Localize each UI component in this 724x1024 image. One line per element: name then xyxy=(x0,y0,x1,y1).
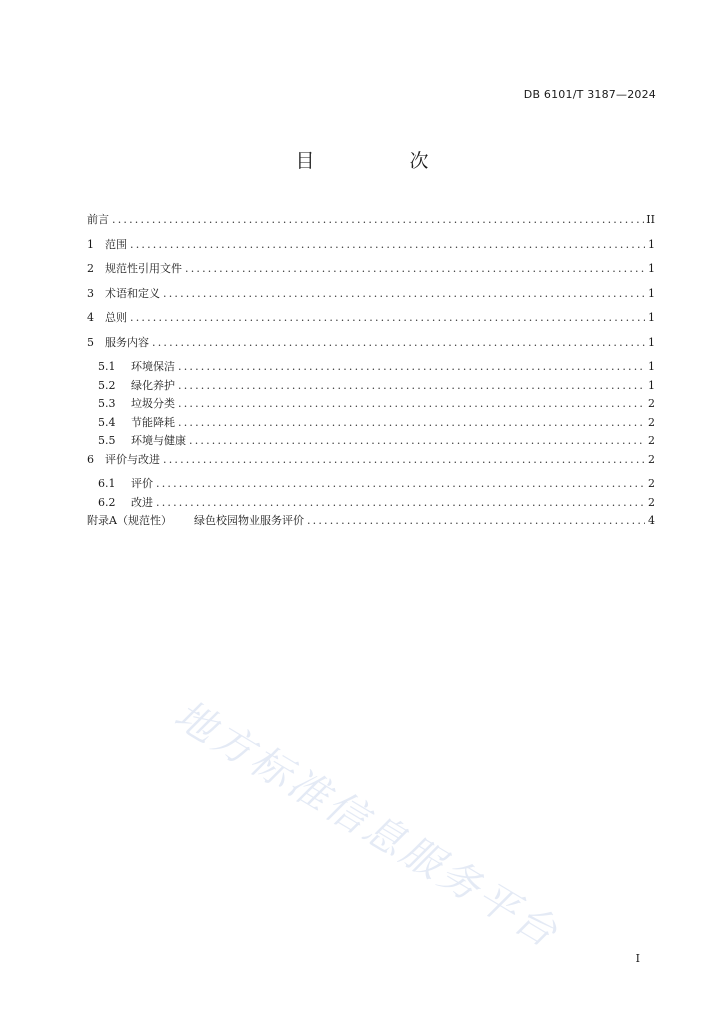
toc-entry-6-1[interactable] xyxy=(87,475,655,494)
toc-leader-dots xyxy=(189,432,645,450)
toc-entry-5-3[interactable] xyxy=(87,395,655,414)
watermark: 地方标准信息服务平台 xyxy=(166,691,568,958)
toc-leader-dots xyxy=(130,309,645,327)
toc-entry-5-1[interactable] xyxy=(87,358,655,377)
toc-entry-6-2[interactable] xyxy=(87,494,655,513)
toc-entry-title: 垃圾分类 xyxy=(131,397,175,410)
table-of-contents xyxy=(87,211,655,537)
toc-entry-page: 4 xyxy=(648,514,655,527)
toc-entry-foreword[interactable] xyxy=(87,211,655,236)
toc-entry-number: 5 xyxy=(87,335,94,349)
toc-leader-dots xyxy=(156,475,645,493)
toc-entry-general[interactable] xyxy=(87,309,655,334)
toc-leader-dots xyxy=(152,334,645,352)
toc-leader-dots xyxy=(185,260,645,278)
toc-entry-title: 规范性引用文件 xyxy=(105,262,182,275)
toc-leader-dots xyxy=(112,211,644,229)
toc-entry-page: 1 xyxy=(648,286,655,300)
toc-entry-number: 6.2 xyxy=(98,495,116,509)
toc-leader-dots xyxy=(307,512,645,530)
toc-entry-5-2[interactable] xyxy=(87,377,655,396)
toc-entry-title: 绿化养护 xyxy=(131,378,175,392)
toc-entry-title: 改进 xyxy=(131,495,153,509)
toc-entry-page: 2 xyxy=(648,477,655,490)
toc-entry-page: 2 xyxy=(648,452,655,466)
toc-leader-dots xyxy=(178,358,645,376)
toc-entry-number: 1 xyxy=(87,237,94,251)
toc-entry-page: 1 xyxy=(648,237,655,251)
toc-entry-number: 6 xyxy=(87,452,94,466)
toc-entry-page: 1 xyxy=(648,335,655,349)
toc-leader-dots xyxy=(163,451,645,469)
toc-entry-scope[interactable] xyxy=(87,236,655,261)
toc-entry-number: 5.3 xyxy=(98,397,116,410)
toc-entry-terms[interactable] xyxy=(87,285,655,310)
toc-entry-number: 2 xyxy=(87,262,94,275)
document-code: DB 6101/T 3187—2024 xyxy=(523,88,656,101)
toc-title: 目 次 xyxy=(295,150,467,172)
toc-leader-dots xyxy=(178,395,645,413)
toc-entry-title: 术语和定义 xyxy=(105,286,160,300)
toc-entry-5-5[interactable] xyxy=(87,432,655,451)
toc-entry-title: 环境保洁 xyxy=(131,360,175,373)
toc-leader-dots xyxy=(156,494,645,512)
toc-entry-appendix-a[interactable] xyxy=(87,512,655,537)
toc-entry-number: 4 xyxy=(87,311,94,324)
toc-entry-page: 1 xyxy=(648,360,655,373)
toc-leader-dots xyxy=(178,414,645,432)
toc-entry-title: 服务内容 xyxy=(105,335,149,349)
toc-entry-service-content[interactable] xyxy=(87,334,655,359)
toc-entry-page: 2 xyxy=(648,434,655,447)
toc-entry-evaluation[interactable] xyxy=(87,451,655,476)
toc-entry-5-4[interactable] xyxy=(87,414,655,433)
toc-entry-title: 绿色校园物业服务评价 xyxy=(193,514,304,527)
toc-entry-number: 附录A（规范性） xyxy=(87,514,172,527)
toc-entry-number: 5.1 xyxy=(98,360,116,373)
toc-entry-title: 范围 xyxy=(105,237,127,251)
toc-entry-title: 节能降耗 xyxy=(131,415,175,429)
toc-leader-dots xyxy=(178,377,645,395)
toc-entry-title: 总则 xyxy=(105,311,127,324)
toc-entry-page: 1 xyxy=(648,311,655,324)
toc-entry-number: 5.2 xyxy=(98,378,116,392)
toc-entry-number: 5.4 xyxy=(98,415,116,429)
page-number: I xyxy=(635,952,640,965)
toc-entry-title: 前言 xyxy=(87,213,109,226)
toc-entry-title: 评价 xyxy=(131,477,153,490)
toc-entry-title: 环境与健康 xyxy=(131,434,186,447)
toc-entry-page: 1 xyxy=(648,262,655,275)
toc-entry-page: 2 xyxy=(648,415,655,429)
toc-entry-page: 2 xyxy=(648,495,655,509)
toc-entry-page: 1 xyxy=(648,378,655,392)
toc-entry-number: 6.1 xyxy=(98,477,116,490)
toc-entry-number: 5.5 xyxy=(98,434,116,447)
toc-leader-dots xyxy=(163,285,645,303)
toc-entry-page: II xyxy=(646,213,655,226)
toc-entry-page: 2 xyxy=(648,397,655,410)
toc-entry-normative-references[interactable] xyxy=(87,260,655,285)
toc-entry-title: 评价与改进 xyxy=(105,452,160,466)
toc-leader-dots xyxy=(130,236,645,254)
toc-entry-number: 3 xyxy=(87,286,94,300)
